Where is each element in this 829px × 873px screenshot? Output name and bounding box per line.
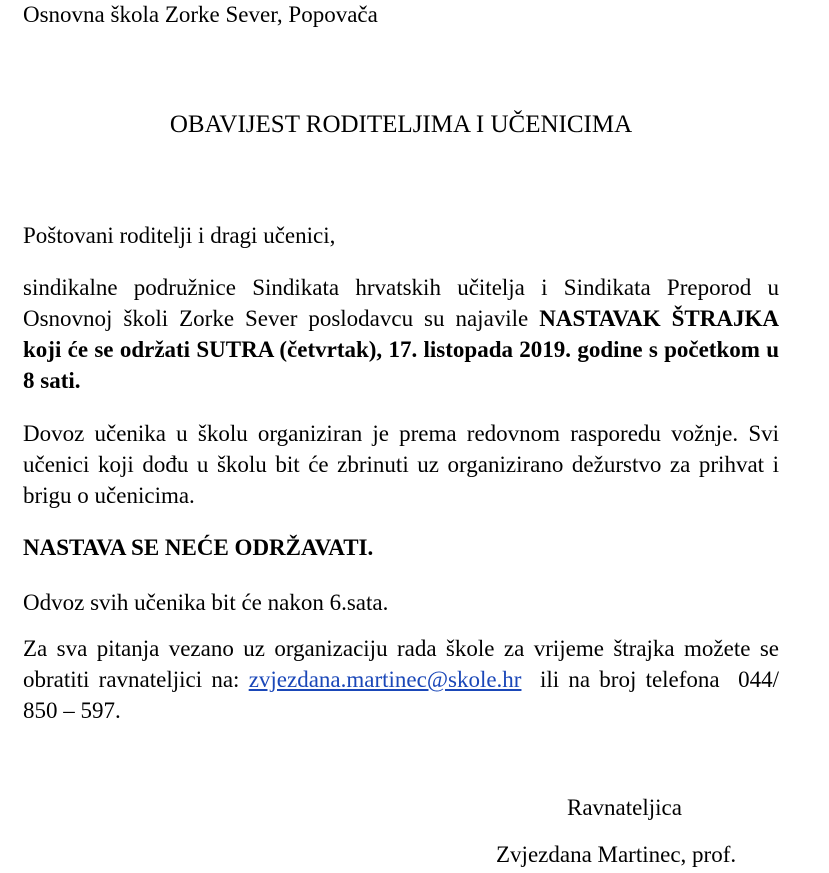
strike-announcement-text: sindikalne podružnice Sindikata hrvatskih učitelja i Sindikata Preporod u Osnovnoj školi Zorke Sever poslodavcu su najavile bbox=[23, 275, 779, 331]
email-link[interactable]: zvjezdana.martinec@skole.hr bbox=[248, 667, 522, 692]
contact-paragraph bbox=[23, 633, 785, 726]
pickup-paragraph: Odvoz svih učenika bit će nakon 6.sata. bbox=[23, 590, 389, 615]
notice-title: OBAVIJEST RODITELJIMA I UČENICIMA bbox=[169, 111, 633, 138]
transport-paragraph: Dovoz učenika u školu organiziran je prema redovnom rasporedu vožnje. Svi učenici koji dođu u školu bit će zbrinuti uz organizirano dežurstvo za prihvat i brigu o učenicima. bbox=[23, 421, 779, 508]
signature-name: Zvjezdana Martinec, prof. bbox=[496, 842, 737, 867]
phone-text: ili na broj telefona 044/ 850 – 597. bbox=[23, 667, 785, 723]
contact-text: Za sva pitanja vezano uz organizaciju rada škole za vrijeme štrajka možete se obratiti ravnateljici na: bbox=[23, 636, 779, 692]
greeting: Poštovani roditelji i dragi učenici, bbox=[23, 223, 336, 248]
strike-announcement-paragraph bbox=[23, 272, 779, 396]
signature-role: Ravnateljica bbox=[567, 795, 682, 820]
school-header: Osnovna škola Zorke Sever, Popovača bbox=[23, 2, 378, 27]
no-classes-notice: NASTAVA SE NEĆE ODRŽAVATI. bbox=[23, 535, 374, 560]
strike-announcement-bold: NASTAVAK ŠTRAJKA koji će se održati SUTRA (četvrtak), 17. listopada 2019. godine s početkom u 8 sati. bbox=[23, 306, 779, 393]
